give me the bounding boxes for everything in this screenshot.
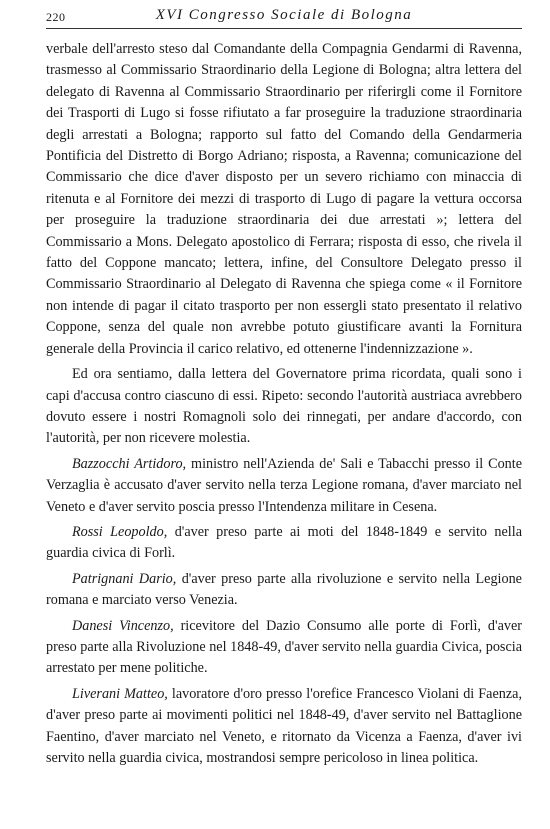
paragraph-rossi: Rossi Leopoldo, d'aver preso parte ai moti del 1848-1849 e servito nella guardia civica di Forlì. <box>46 523 522 562</box>
body-text <box>46 39 522 769</box>
person-name: Patrignani Dario, <box>72 570 177 587</box>
person-name: Rossi Leopoldo, <box>72 523 168 540</box>
paragraph-governatore: Ed ora sentiamo, dalla lettera del Governatore prima ricordata, quali sono i capi d'accusa contro ciascuno di essi. Ripeto: secondo l'autorità austriaca avrebbero dovuto essere i nostri Romagnoli solo dei rinnegati, per andare d'accordo, con l'autorità, per non ricevere molestia. <box>46 366 522 447</box>
page-header <box>46 6 522 29</box>
person-name: Bazzocchi Artidoro, <box>72 455 187 472</box>
paragraph-danesi: Danesi Vincenzo, ricevitore del Dazio Consumo alle porte di Forlì, d'aver preso parte alla Rivoluzione nel 1848-49, d'aver servito nella guardia Civica, poscia arrestato per mene politiche. <box>46 617 522 677</box>
paragraph-verbale: verbale dell'arresto steso dal Comandante della Compagnia Gendarmi di Ravenna, trasmesso al Commissario Straordinario della Legione di Bologna; altra lettera del delegato di Ravenna al Commissario Straordinario per riferirgli come il Fornitore dei Trasporti di Lugo si fosse rifiutato a far proseguire la traduzione straordinaria degli arrestati a Bologna; rapporto sul fatto del Comando della Gendarmeria Pontificia del Distretto di Borgo Adriano; risposta, a Ravenna; comunicazione del Commissario che dice d'aver disposto per un severo richiamo con minaccia di ritenuta e al Fornitore dei mezzi di trasporto di Lugo di pagare la vettura occorsa per proseguire la traduzione straordinaria dei due arrestati »; lettera del Commissario a Mons. Delegato apostolico di Ferrara; risposta di esso, che rivela il fatto del Coppone mancato; lettera, infine, del Consultore Delegato presso il Commissario Straordinario al Delegato di Ravenna che spiega come « il Fornitore non intende di pagar il citato trasporto per non essergli stato presentato il relativo Coppone, senza del quale non avrebbe potuto giustificare avanti la Fornitura generale della Provincia il carico relativo, ed ottenerne l'indennizzazione ». <box>46 41 522 357</box>
paragraph-patrignani: Patrignani Dario, d'aver preso parte alla rivoluzione e servito nella Legione romana e marciato verso Venezia. <box>46 570 522 609</box>
person-name: Danesi Vincenzo, <box>72 617 174 634</box>
page-number: 220 <box>46 10 66 24</box>
paragraph-bazzocchi: Bazzocchi Artidoro, ministro nell'Azienda de' Sali e Tabacchi presso il Conte Verzaglia è accusato d'aver servito nella terza Legione romana, d'aver marciato nel Veneto e d'aver servito poscia presso l'Intendenza militare in Cesena. <box>46 455 522 515</box>
person-name: Liverani Matteo, <box>72 685 168 702</box>
running-title: XVI Congresso Sociale di Bologna <box>155 7 413 23</box>
paragraph-liverani: Liverani Matteo, lavoratore d'oro presso l'orefice Francesco Violani di Faenza, d'aver preso parte ai movimenti politici nel 1848-49, d'aver servito nel Battaglione Faentino, d'aver marciato nel Veneto, e ritornato da Vicenza a Faenza, d'aver ivi servito nella guardia civica, mostrandosi sempre pericoloso in linea politica. <box>46 685 522 766</box>
